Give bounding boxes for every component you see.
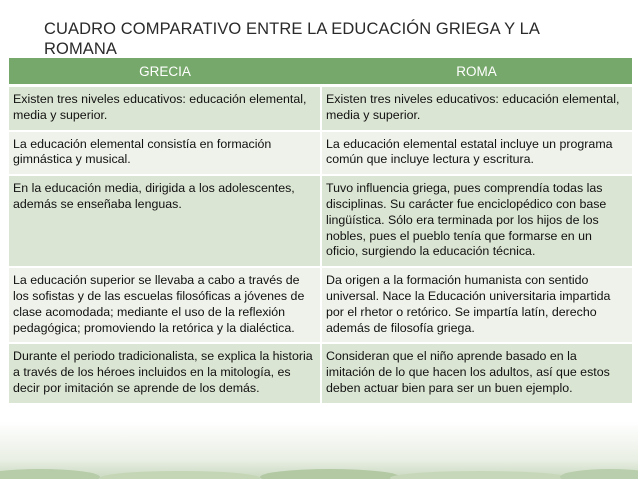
rome-cell: Tuvo influencia griega, pues comprendía todas las disciplinas. Su carácter fue enciclopédico con base lingüística. Sólo era terminada por los hijos de los nobles, pues el pueblo tenía que formarse en un oficio, surgiendo la educación técnica.	[321, 175, 632, 267]
greece-cell: La educación superior se llevaba a cabo a través de los sofistas y de las escuelas filosóficas a jóvenes de clase acomodada; mediante el uso de la reflexión pedagógica; promoviendo la retórica y la dialéctica.	[9, 267, 321, 343]
header-greece: GRECIA	[9, 58, 321, 86]
header-rome: ROMA	[321, 58, 632, 86]
greece-cell: La educación elemental consistía en formación gimnástica y musical.	[9, 131, 321, 176]
rome-cell: La educación elemental estatal incluye un programa común que incluye lectura y escritura.	[321, 131, 632, 176]
table-row	[9, 343, 632, 403]
table-row	[9, 175, 632, 267]
foliage-decoration	[0, 457, 638, 479]
header-row	[9, 58, 632, 86]
greece-cell: Existen tres niveles educativos: educación elemental, media y superior.	[9, 86, 321, 131]
rome-cell: Da origen a la formación humanista con sentido universal. Nace la Educación universitaria impartida por el rhetor o retórico. Se impartía latín, derecho además de filosofía griega.	[321, 267, 632, 343]
rome-cell: Consideran que el niño aprende basado en la imitación de lo que hacen los adultos, así que estos deben actuar bien para ser un buen ejemplo.	[321, 343, 632, 403]
greece-cell: Durante el periodo tradicionalista, se explica la historia a través de los héroes incluidos en la mitología, es decir por imitación se aprende de los demás.	[9, 343, 321, 403]
comparison-table	[9, 58, 632, 405]
table-row	[9, 86, 632, 131]
table-row	[9, 267, 632, 343]
table-row	[9, 131, 632, 176]
slide-title: CUADRO COMPARATIVO ENTRE LA EDUCACIÓN GRIEGA Y LA ROMANA	[44, 20, 540, 58]
greece-cell: En la educación media, dirigida a los adolescentes, además se enseñaba lenguas.	[9, 175, 321, 267]
rome-cell: Existen tres niveles educativos: educación elemental, media y superior.	[321, 86, 632, 131]
